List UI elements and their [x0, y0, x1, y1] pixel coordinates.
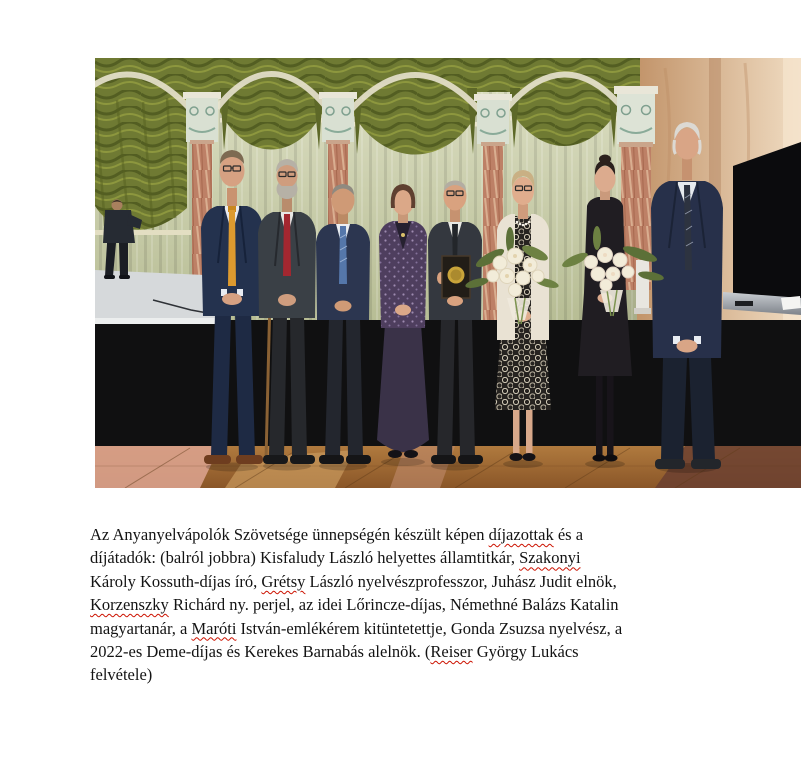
caption-line	[90, 617, 726, 640]
photo-award-trophy	[634, 260, 651, 314]
misspelled-word[interactable]: Grétsy	[261, 571, 306, 591]
misspelled-word[interactable]: Korzenszky	[90, 595, 169, 615]
embedded-photo[interactable]	[95, 58, 801, 488]
misspelled-word[interactable]: díjazottak	[488, 525, 554, 544]
caption-text: magyartanár, a	[90, 618, 192, 638]
caption-line	[90, 663, 726, 686]
caption-text: Károly Kossuth-díjas író,	[90, 571, 262, 591]
caption-text: felvétele)	[90, 665, 153, 685]
caption-line	[90, 570, 726, 593]
misspelled-word[interactable]: Szakonyi	[519, 548, 581, 568]
caption-text: László nyelvészprofesszor, Juhász Judit elnök,	[305, 571, 617, 591]
caption-line	[90, 546, 726, 569]
caption-text: Richárd ny. perjel, az idei Lőrincze-díjas, Némethné Balázs Katalin	[168, 595, 619, 615]
caption[interactable]	[90, 523, 726, 687]
caption-text: György Lukács	[472, 642, 579, 662]
caption-line	[90, 593, 726, 616]
caption-text: és a	[553, 525, 584, 544]
misspelled-word[interactable]: Maróti	[191, 618, 237, 638]
caption-text: 2022-es Deme-díjas és Kerekes Barnabás alelnök. (	[90, 642, 431, 662]
caption-text: István-emlékérem kitüntetettje, Gonda Zsuzsa nyelvész, a	[236, 618, 623, 638]
caption-text: díjátadók: (balról jobbra) Kisfaludy László helyettes államtitkár,	[90, 548, 520, 568]
caption-line	[90, 640, 726, 663]
photo-person-4	[377, 184, 429, 458]
caption-text: Az Anyanyelvápolók Szövetsége ünnepségén készült képen	[90, 525, 489, 544]
photo-illustration	[95, 58, 801, 488]
caption-line	[90, 523, 726, 546]
misspelled-word[interactable]: Reiser	[430, 642, 473, 662]
photo-piano	[733, 142, 801, 298]
